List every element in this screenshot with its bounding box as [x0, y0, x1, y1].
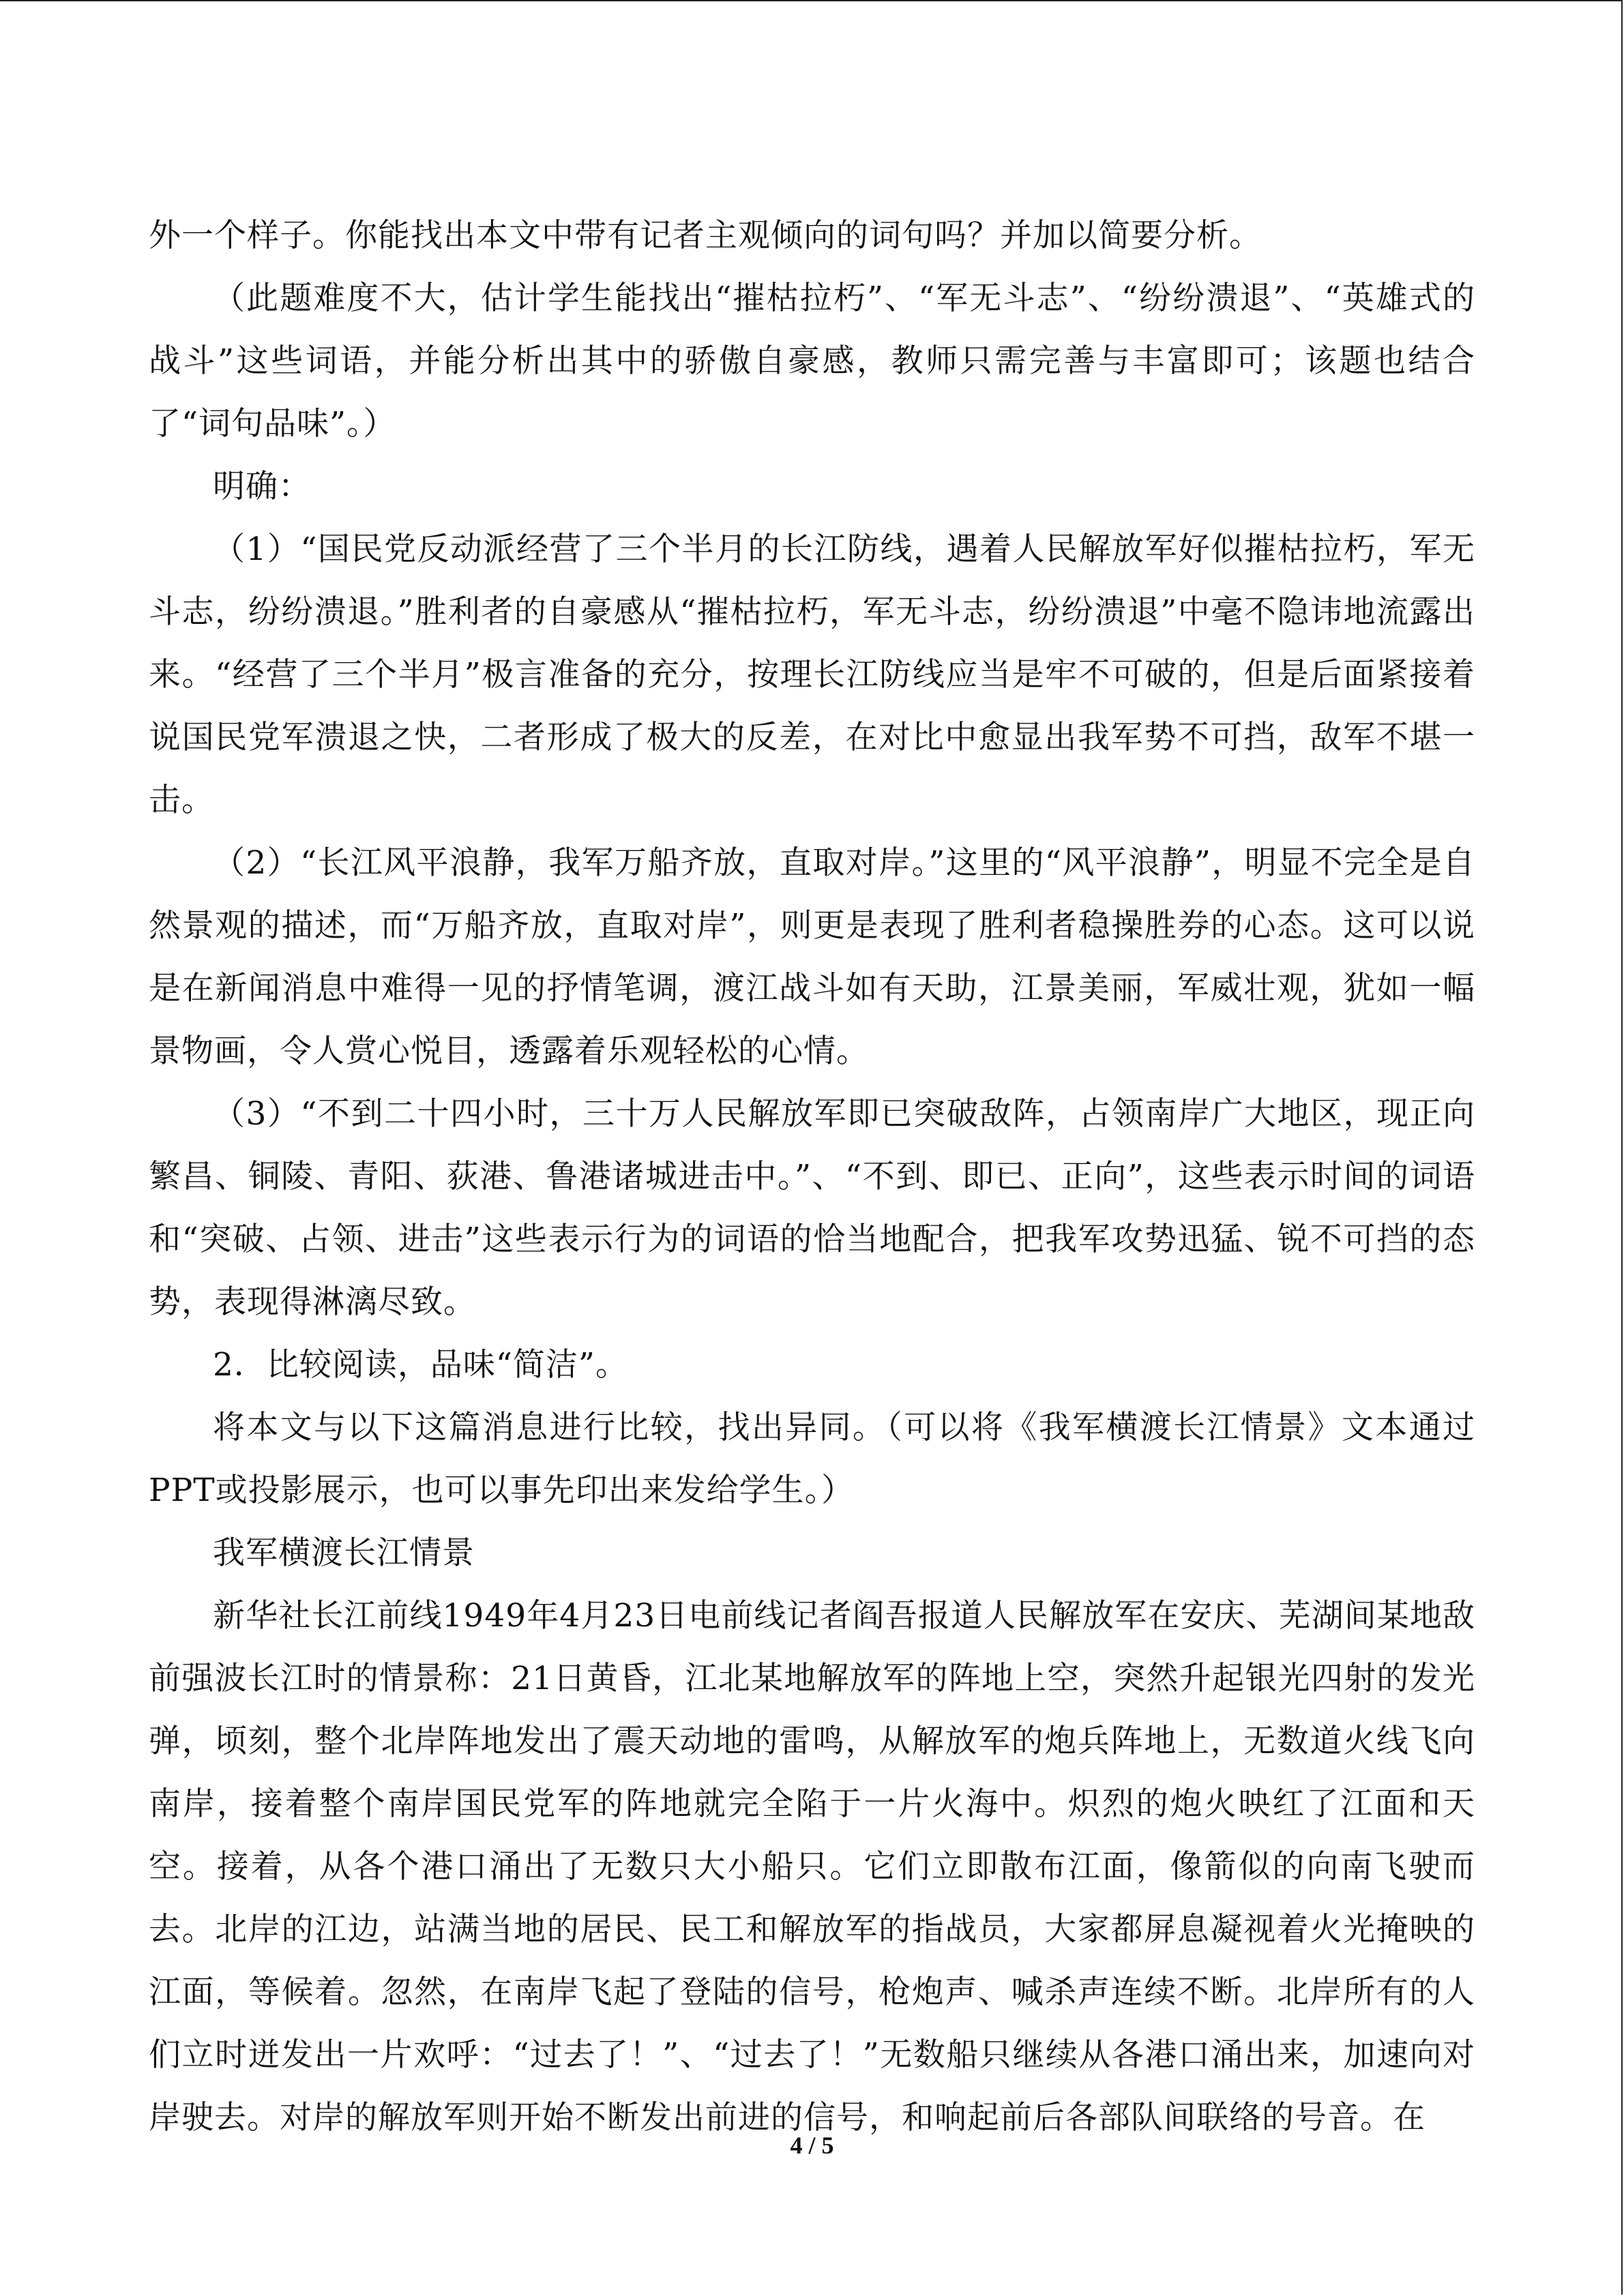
- paragraph-analysis-1: （1）“国民党反动派经营了三个半月的长江防线，遇着人民解放军好似摧枯拉朽，军无斗志，纷纷溃退。”胜利者的自豪感从“摧枯拉朽，军无斗志，纷纷溃退”中毫不隐讳地流露出来。“经营了三个半月”极言准备的充分，按理长江防线应当是牢不可破的，但是后面紧接着说国民党军溃退之快，二者形成了极大的反差，在对比中愈显出我军势不可挡，敌军不堪一击。: [149, 531, 1475, 819]
- paragraph-answer-heading: 明确：: [213, 468, 311, 505]
- page-number: 4 / 5: [790, 2132, 834, 2159]
- paragraph-continuation: 外一个样子。你能找出本文中带有记者主观倾向的词句吗？并加以简要分析。: [149, 217, 1262, 254]
- paragraph-teacher-note: （此题难度不大，估计学生能找出“摧枯拉朽”、“军无斗志”、“纷纷溃退”、“英雄式的战斗”这些词语，并能分析出其中的骄傲自豪感，教师只需完善与丰富即可；该题也结合了“词句品味”。）: [149, 280, 1475, 443]
- paragraph-analysis-2: （2）“长江风平浪静，我军万船齐放，直取对岸。”这里的“风平浪静”，明显不完全是自然景观的描述，而“万船齐放，直取对岸”，则更是表现了胜利者稳操胜券的心态。这可以说是在新闻消息中难得一见的抒情笔调，渡江战斗如有天助，江景美丽，军威壮观，犹如一幅景物画，令人赏心悦目，透露着乐观轻松的心情。: [149, 844, 1475, 1070]
- paragraph-analysis-3: （3）“不到二十四小时，三十万人民解放军即已突破敌阵，占领南岸广大地区，现正向繁昌、铜陵、青阳、荻港、鲁港诸城进击中。”、“不到、即已、正向”，这些表示时间的词语和“突破、占领、进击”这些表示行为的词语的恰当地配合，把我军攻势迅猛、锐不可挡的态势，表现得淋漓尽致。: [149, 1095, 1475, 1321]
- paragraph-article-body: 新华社长江前线1949年4月23日电前线记者阎吾报道人民解放军在安庆、芜湖间某地敌前强波长江时的情景称：21日黄昏，江北某地解放军的阵地上空，突然升起银光四射的发光弹，顷刻，整个北岸阵地发出了震天动地的雷鸣，从解放军的炮兵阵地上，无数道火线飞向南岸，接着整个南岸国民党军的阵地就完全陷于一片火海中。炽烈的炮火映红了江面和天空。接着，从各个港口涌出了无数只大小船只。它们立即散布江面，像箭似的向南飞驶而去。北岸的江边，站满当地的居民、民工和解放军的指战员，大家都屏息凝视着火光掩映的江面，等候着。忽然，在南岸飞起了登陆的信号，枪炮声、喊杀声连续不断。北岸所有的人们立时迸发出一片欢呼：“过去了！”、“过去了！”无数船只继续从各港口涌出来，加速向对岸驶去。对岸的解放军则开始不断发出前进的信号，和响起前后各部队间联络的号音。在: [149, 1597, 1475, 2136]
- document-body: [149, 205, 1475, 2149]
- paragraph-article-title: 我军横渡长江情景: [213, 1534, 475, 1572]
- paragraph-section-2-heading: 2．比较阅读，品味“简洁”。: [213, 1346, 628, 1384]
- paragraph-comparison-instruction: 将本文与以下这篇消息进行比较，找出异同。（可以将《我军横渡长江情景》文本通过PPT或投影展示，也可以事先印出来发给学生。）: [149, 1409, 1475, 1509]
